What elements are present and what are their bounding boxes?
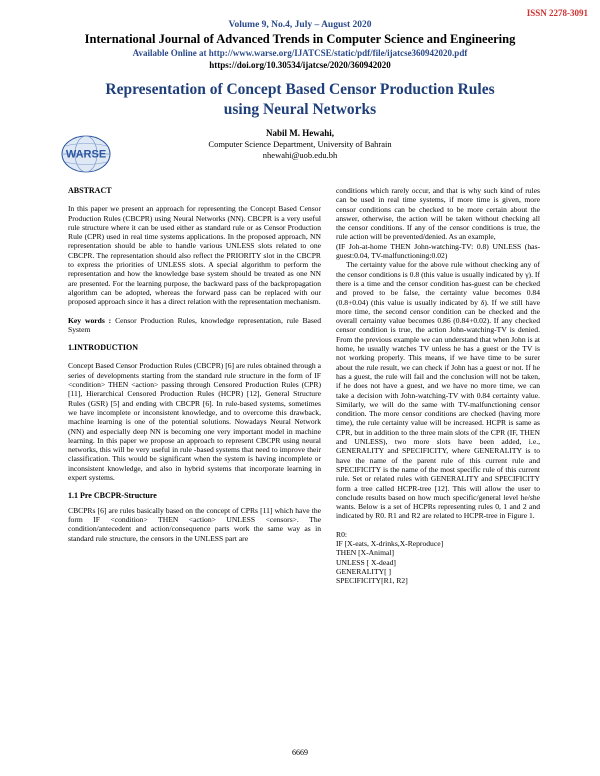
code-line: IF [X-eats, X-drinks,X-Reproduce]: [336, 538, 444, 548]
code-line: SPECIFICITY[R1, R2]: [336, 576, 408, 586]
code-line: GENERALITY[ ]: [336, 566, 392, 576]
code-line: THEN [X-Animal]: [336, 548, 394, 558]
author-affiliation: Computer Science Department, University of Bahrain: [208, 139, 392, 149]
journal-name: International Journal of Advanced Trends in Computer Science and Engineering: [84, 32, 516, 46]
available-online-link[interactable]: Available Online at http://www.warse.org/IJATCSE/static/pdf/file/ijatcse360942020.pdf: [132, 48, 468, 58]
subsection-text: CBCPRs [6] are rules basically based on the concept of CPRs [11] which have the form IF <condition> THEN <action> UNLESS <censors>. The condition/antecedent and action/consequence parts work the same way as in standard rule structure, the censors in the UNLESS part are: [68, 505, 321, 543]
paper-title: [0, 80, 600, 120]
keywords-label: Key words :: [68, 315, 112, 325]
author-name: Nabil M. Hewahi,: [265, 128, 334, 138]
logo-text: WARSE: [65, 148, 107, 161]
volume-line: Volume 9, No.4, July – August 2020: [228, 20, 372, 30]
doi-link[interactable]: https://doi.org/10.30534/ijatcse/2020/360942020: [209, 60, 391, 70]
page-number: 6669: [292, 748, 308, 757]
abstract-text: In this paper we present an approach for representing the Concept Based Censor Production Rules (CBCPR) using Neural Networks (NN). CBCPR is a very useful rule structure where it can be used either as standard rule or as Censor Production Rule (CPR) used in real time systems applications. In the proposed approach, NN representation should be able to handle various UNLESS slots related to one CBCPR. The representation should also reflect the PRIORITY slot in the CBCPR to express the priorities of UNLESS slots. A special algorithm to perform the representation and how the knowledge base system should be treated as one NN are presented. For the learning purpose, the backward pass of the backpropagation algorithm can be adopted, whereas the forward pass can be replaced with our proposed approach since it has a direct relation with the representation mechanism.: [68, 204, 321, 307]
right-paragraph-2: The certainty value for the above rule without checking any of the censor conditions is 0.8 (this value is usually indicated by γ). If there is a time and the censor condition has-guest can be checked and proved to be false, the certainty value becomes 0.84 (0.8+0.04) (this value is usually indicated by δ). If we still have more time, the second censor condition can be checked and the overall certainty value becomes 0.86 (0.84+0.02). If any checked censor condition is true, the action John-watching-TV is denied. From the previous example we can understand that when John is at home, he usually watches TV unless he has a guest or the TV is not working properly. This means, if we have time to be surer about the rule result, we can check if John has a guest or not. If he has a guest, the rule will fail and the conclusion will not be taken, if he does not have a guest, and we have no more time, we can take a decision with John-watching-TV with 0.84 certainty value. Similarly, we will do the same with TV-malfunctioning censor condition. The more censor conditions are checked (having more time), the rule certainty value will be increased. HCPR is same as CPR, but in addition to the three main slots of the CPR (IF, THEN and UNLESS), two more slots have been added, i.e., GENERALITY and SPECIFICITY, where GENERALITY is to have the name of the parent rule of this current rule and SPECIFICITY is the name of the most specific rule of this current rule. Set or related rules with GENERALITY and SPECIFICITY form a tree called HCPR-tree [12]. This will allow the user to conclude results based on how much specific/general level he/she wants. Below is a set of HCPRs representing rules 0, 1 and 2 and indicated by R0. R1 and R2 are related to HCPR-tree in Figure 1.: [336, 260, 540, 521]
keywords-paragraph: [68, 316, 321, 335]
keywords-text: Censor Production Rules, knowledge representation, rule Based System: [68, 315, 321, 334]
title-line-1: Representation of Concept Based Censor Production Rules: [105, 81, 495, 98]
right-paragraph-1: conditions which rarely occur, and that is why such kind of rules can be used in real time systems, if more time is given, more censor conditions can be checked to be more certain about the answer, otherwise, the action will be taken without checking all the censor conditions. If any of the censor conditions is true, the rule action will be prevented/denied. As an example,: [336, 186, 540, 242]
subsection-heading: 1.1 Pre CBCPR-Structure: [68, 491, 157, 501]
author-email[interactable]: nhewahi@uob.edu.bh: [262, 150, 338, 160]
rule-example: (IF Joh-at-home THEN John-watching-TV: 0.8) UNLESS (has-guest:0.04, TV-malfunctioning:0.02): [336, 241, 540, 261]
title-line-2: using Neural Networks: [223, 101, 377, 118]
code-line: UNLESS [ X-dead]: [336, 557, 396, 567]
code-line: R0:: [336, 529, 347, 539]
right-column: [336, 186, 540, 585]
left-column: [68, 186, 321, 543]
abstract-heading: ABSTRACT: [68, 186, 112, 195]
introduction-heading: 1.INTRODUCTION: [68, 343, 139, 353]
issn-label: ISSN 2278-3091: [526, 8, 588, 18]
introduction-text: Concept Based Censor Production Rules (CBCPR) [6] are rules obtained through a series of developments starting from the standard rule structure in the form of IF <condition> THEN <action> passing through Censored Production Rules (CPR) [11], Hierarchical Censored Production Rules (HCPR) [12], General Structure Rules (GSR) [5] and ending with CBCPR [6]. In rule-based systems, sometimes we have incomplete or inconsistent knowledge, and to overcome this drawback, machine learning is one of the potential solutions. Nowadays Neural Network (NN) and especially deep NN is becoming one very important model in machine learning. In this paper we propose an approach to represent CBCPR using neural networks, this will be very useful in rule -based systems that need to improve their classification. This would be significant when the system is having incomplete or inconsistent knowledge, and also in hybrid systems that incorporate learning in expert systems.: [68, 361, 321, 483]
